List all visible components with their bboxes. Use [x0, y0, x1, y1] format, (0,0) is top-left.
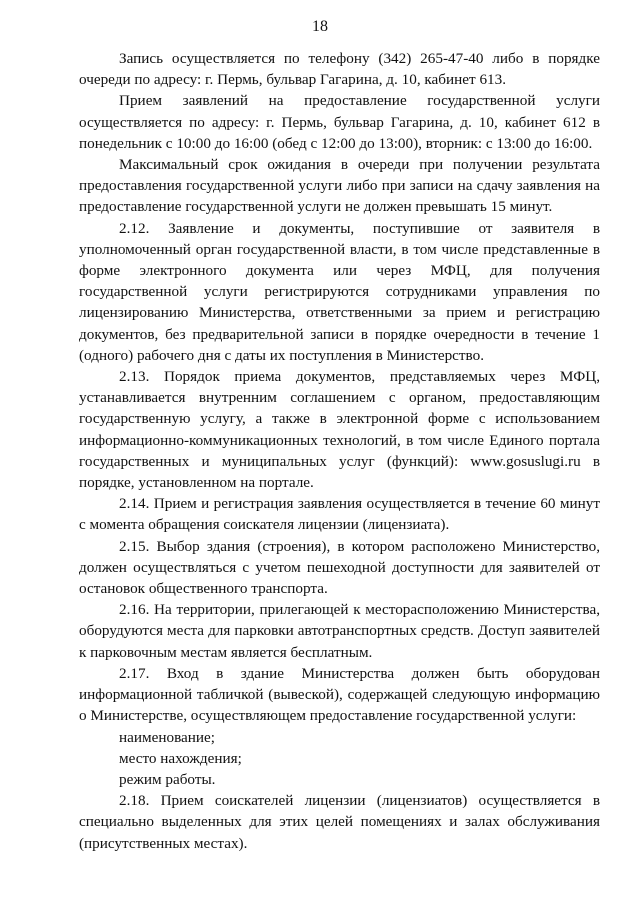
list-item-location: место нахождения;: [119, 749, 242, 767]
page-number: 18: [312, 18, 328, 35]
document-body: [79, 48, 600, 854]
list-item-schedule: режим работы.: [119, 770, 216, 788]
list-item-name: наименование;: [119, 728, 215, 746]
paragraph-reception-hours: Прием заявлений на предоставление государственной услуги осуществляется по адресу: г. Пермь, бульвар Гагарина, д. 10, кабинет 612 в понедельник с 10:00 до 16:00 (обед с 12:00 до 13:00), вторник: с 13:00 до 16:00.: [79, 92, 600, 152]
paragraph-max-wait: Максимальный срок ожидания в очереди при получении результата предоставления государственной услуги либо при записи на сдачу заявления на предоставление государственной услуги не должен превышать 15 минут.: [79, 156, 600, 216]
paragraph-2-13: 2.13. Порядок приема документов, представляемых через МФЦ, устанавливается внутренним соглашением с органом, предоставляющим государственную услугу, а также в электронной форме с использованием информационно-коммуникационных технологий, в том числе Единого портала государственных и муниципальных услуг (функций): www.gosuslugi.ru в порядке, установленном на портале.: [79, 368, 600, 492]
paragraph-queue-phone: Запись осуществляется по телефону (342) 265-47-40 либо в порядке очереди по адресу: г. Пермь, бульвар Гагарина, д. 10, кабинет 613.: [79, 50, 600, 89]
paragraph-2-18: 2.18. Прием соискателей лицензии (лицензиатов) осуществляется в специально выделенных для этих целей помещениях и залах обслуживания (присутственных местах).: [79, 792, 600, 852]
paragraph-2-12: 2.12. Заявление и документы, поступившие от заявителя в уполномоченный орган государственной власти, в том числе представленные в форме электронного документа или через МФЦ, для получения государственной услуги регистрируются сотрудниками управления по лицензированию Министерства, ответственными за прием и регистрацию документов, без предварительной записи в порядке очередности в течение 1 (одного) рабочего дня с даты их поступления в Министерство.: [79, 219, 600, 364]
paragraph-2-17: 2.17. Вход в здание Министерства должен быть оборудован информационной табличкой (вывеской), содержащей следующую информацию о Министерстве, осуществляющем предоставление государственной услуги:: [79, 664, 600, 725]
paragraph-2-15: 2.15. Выбор здания (строения), в котором расположено Министерство, должен осуществляться с учетом пешеходной доступности для заявителей от остановок общественного транспорта.: [79, 537, 600, 598]
paragraph-2-16: 2.16. На территории, прилегающей к месторасположению Министерства, оборудуются места для парковки автотранспортных средств. Доступ заявителей к парковочным местам является бесплатным.: [79, 601, 600, 661]
paragraph-2-14: 2.14. Прием и регистрация заявления осуществляется в течение 60 минут с момента обращения соискателя лицензии (лицензиата).: [79, 495, 600, 534]
